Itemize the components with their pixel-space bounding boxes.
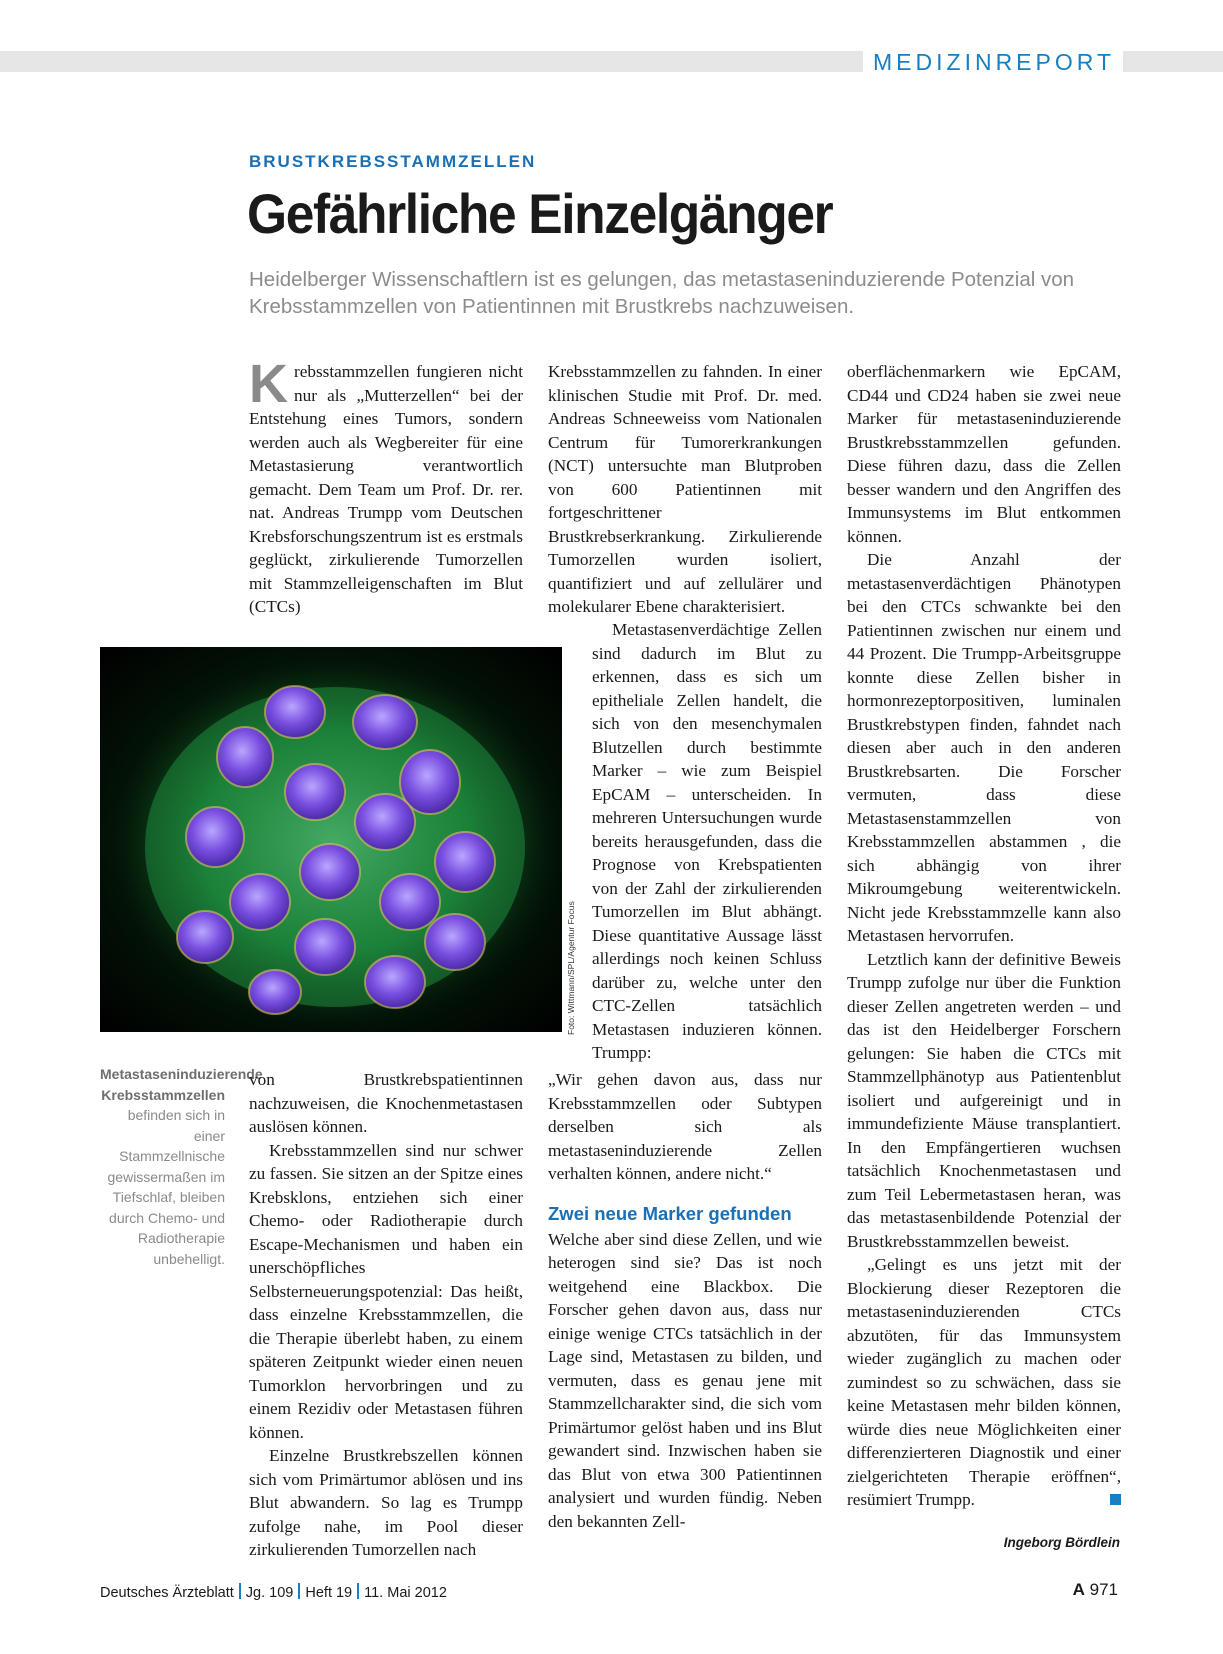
- paragraph: Welche aber sind diese Zellen, und wie heterogen sind sie? Das ist noch weitgehend eine Blackbox. Die Forscher gehen davon aus, dass nur einige wenige CTCs tatsächlich in der Lage sind, Metastasen zu bilden, und vermuten, dass es genau jene mit Stammzellcharakter sind, die sich vom Primärtumor gelöst haben und ins Blut gewandert sind. Inzwischen haben sie das Blut von etwa 300 Patientinnen analysiert und wurden fündig. Neben den bekannten Zell-: [548, 1229, 822, 1531]
- issue-date: 11. Mai 2012: [364, 1585, 447, 1601]
- column-1-top: [249, 354, 523, 619]
- figure-caption: [100, 1064, 263, 1269]
- issue: Heft 19: [305, 1585, 353, 1601]
- caption-text: befinden sich in einer Stammzellnische gewissermaßen im Tiefschlaf, bleiben durch Chemo- und Radiotherapie unbehelligt.: [107, 1107, 225, 1267]
- section-subheading: Zwei neue Marker gefunden: [548, 1202, 792, 1224]
- article-kicker: BRUSTKREBSSTAMMZELLEN: [249, 152, 537, 171]
- cell-micrograph-figure: [100, 647, 562, 1032]
- separator: [298, 1583, 300, 1599]
- column-2-bottom: [548, 1068, 822, 1533]
- paragraph: Krebsstammzellen zu fahnden. In einer klinischen Studie mit Prof. Dr. med. Andreas Schneeweiss vom Nationalen Centrum für Tumorerkrankungen (NCT) untersuchte man Blutproben von 600 Patientinnen mit fortgeschrittener Brustkrebserkrankung. Zirkulierende Tumorzellen wurden isoliert, quantifiziert und auf zellulärer und molekularer Ebene charakterisiert.: [548, 362, 822, 616]
- paragraph: von Brustkrebspatientinnen nachzuweisen, die Knochenmetastasen auslösen können.: [249, 1070, 523, 1136]
- column-2-top: [548, 360, 822, 619]
- section-label: MEDIZINREPORT: [863, 48, 1123, 76]
- paragraph: „Gelingt es uns jetzt mit der Blockierung dieser Rezeptoren die metastaseninduzierenden CTCs abzutöten, für das Immunsystem wieder zugänglich zu machen oder zumindest so zu schwächen, dass sie keine Metastasen mehr bilden können, würde dies neue Möglichkeiten einer differenzierteren Diagnostik und einer zielgerichteten Therapie eröffnen“, resümiert Trumpp.: [847, 1255, 1121, 1509]
- paragraph: „Wir gehen davon aus, dass nur Krebsstammzellen oder Subtypen derselben sich als metastaseninduzierende Zellen verhalten können, andere nicht.“: [548, 1070, 822, 1183]
- cell-cluster-image: [100, 647, 562, 1032]
- end-mark-icon: [1110, 1494, 1121, 1505]
- separator: [239, 1583, 241, 1599]
- footer: [100, 1583, 447, 1601]
- paragraph: Letztlich kann der definitive Beweis Trumpp zufolge nur über die Funktion dieser Zellen angetreten werden – und das ist den Heidelberger Forschern gelungen: Sie haben die CTCs mit Stammzellphänotyp aus Patientenblut isoliert und aufgereinigt und in immundefiziente Mäuse transplantiert. In den Empfängertieren wuchsen tatsächlich Knochenmetastasen und zum Teil Lebermetastasen heran, was das metastasenbildende Potenzial der Brustkrebsstammzellen beweist.: [847, 949, 1121, 1251]
- separator: [357, 1583, 359, 1599]
- column-3: [847, 360, 1121, 1512]
- column-2-middle: [592, 618, 822, 1065]
- page-number: A 971: [1072, 1580, 1118, 1599]
- paragraph: Krebsstammzellen fungieren nicht nur als „Mutterzellen“ bei der Entstehung eines Tumors, sondern werden auch als Wegbereiter für eine Metastasierung verantwortlich gemacht. Dem Team um Prof. Dr. rer. nat. Andreas Trumpp vom Deutschen Krebsforschungszentrum ist es erstmals geglückt, zirkulierende Tumorzellen mit Stammzelleigenschaften im Blut (CTCs): [249, 354, 523, 616]
- journal-name: Deutsches Ärzteblatt: [100, 1585, 234, 1601]
- paragraph: Metastasenverdächtige Zellen sind dadurch im Blut zu erkennen, dass es sich um epitheliale Zellen handelt, die sich von den mesenchymalen Blutzellen durch bestimmte Marker – wie zum Beispiel EpCAM – unterscheiden. In mehreren Untersuchungen wurde bereits herausgefunden, dass die Prognose von Krebspatienten von der Zahl der zirkulierenden Tumorzellen im Blut abhängt. Diese quantitative Aussage lässt allerdings noch keinen Schluss darüber zu, welche unter den CTC-Zellen tatsächlich Metastasen induzieren können. Trumpp:: [592, 620, 822, 1062]
- paragraph: Einzelne Brustkrebszellen können sich vom Primärtumor ablösen und ins Blut abwandern. So lag es Trumpp zufolge nahe, im Pool dieser zirkulierenden Tumorzellen nach: [249, 1446, 523, 1559]
- paragraph: Die Anzahl der metastasenverdächtigen Phänotypen bei den CTCs schwankte bei den Patientinnen zwischen nur einem und 44 Prozent. Die Trumpp-Arbeitsgruppe konnte diese Zellen bisher in hormonrezeptorpositiven, luminalen Brustkrebstypen finden, fahndet nach diesen aber auch in den anderen Brustkrebsarten. Die Forscher vermuten, dass diese Metastasenstammzellen von Krebsstammzellen abstammen , die sich abhängig von ihrer Mikroumgebung weiterentwickeln. Nicht jede Krebsstammzelle kann also Metastasen hervorrufen.: [847, 550, 1121, 945]
- caption-lead: Metastaseninduzierende Krebsstammzellen: [100, 1066, 263, 1103]
- column-1-bottom: [249, 1068, 523, 1562]
- article-title: Gefährliche Einzelgänger: [247, 182, 833, 245]
- paragraph: oberflächenmarkern wie EpCAM, CD44 und CD24 haben sie zwei neue Marker für metastaseninduzierende Brustkrebsstammzellen gefunden. Diese führen dazu, dass die Zellen besser wandern und den Angriffen des Immunsystems im Blut entkommen können.: [847, 362, 1121, 546]
- paragraph: Krebsstammzellen sind nur schwer zu fassen. Sie sitzen an der Spitze eines Krebsklons, entziehen sich einer Chemo- oder Radiotherapie durch Escape-Mechanismen und haben ein unerschöpfliches Selbsterneuerungspotenzial: Das heißt, dass einzelne Krebsstammzellen, die die Therapie überlebt haben, zu einem späteren Zeitpunkt wieder einen neuen Tumorklon hervorbringen und zu einem Rezidiv oder Metastasen führen können.: [249, 1140, 523, 1442]
- photo-credit: Foto: Wittmann/SPL/Agentur Focus: [566, 901, 576, 1035]
- drop-cap: K: [249, 354, 288, 414]
- article-subtitle: Heidelberger Wissenschaftlern ist es gelungen, das metastaseninduzierende Potenzial von Krebsstammzellen von Patientinnen mit Brustkrebs nachzuweisen.: [249, 268, 1075, 318]
- volume: Jg. 109: [245, 1585, 294, 1601]
- author-byline: Ingeborg Bördlein: [1003, 1535, 1120, 1550]
